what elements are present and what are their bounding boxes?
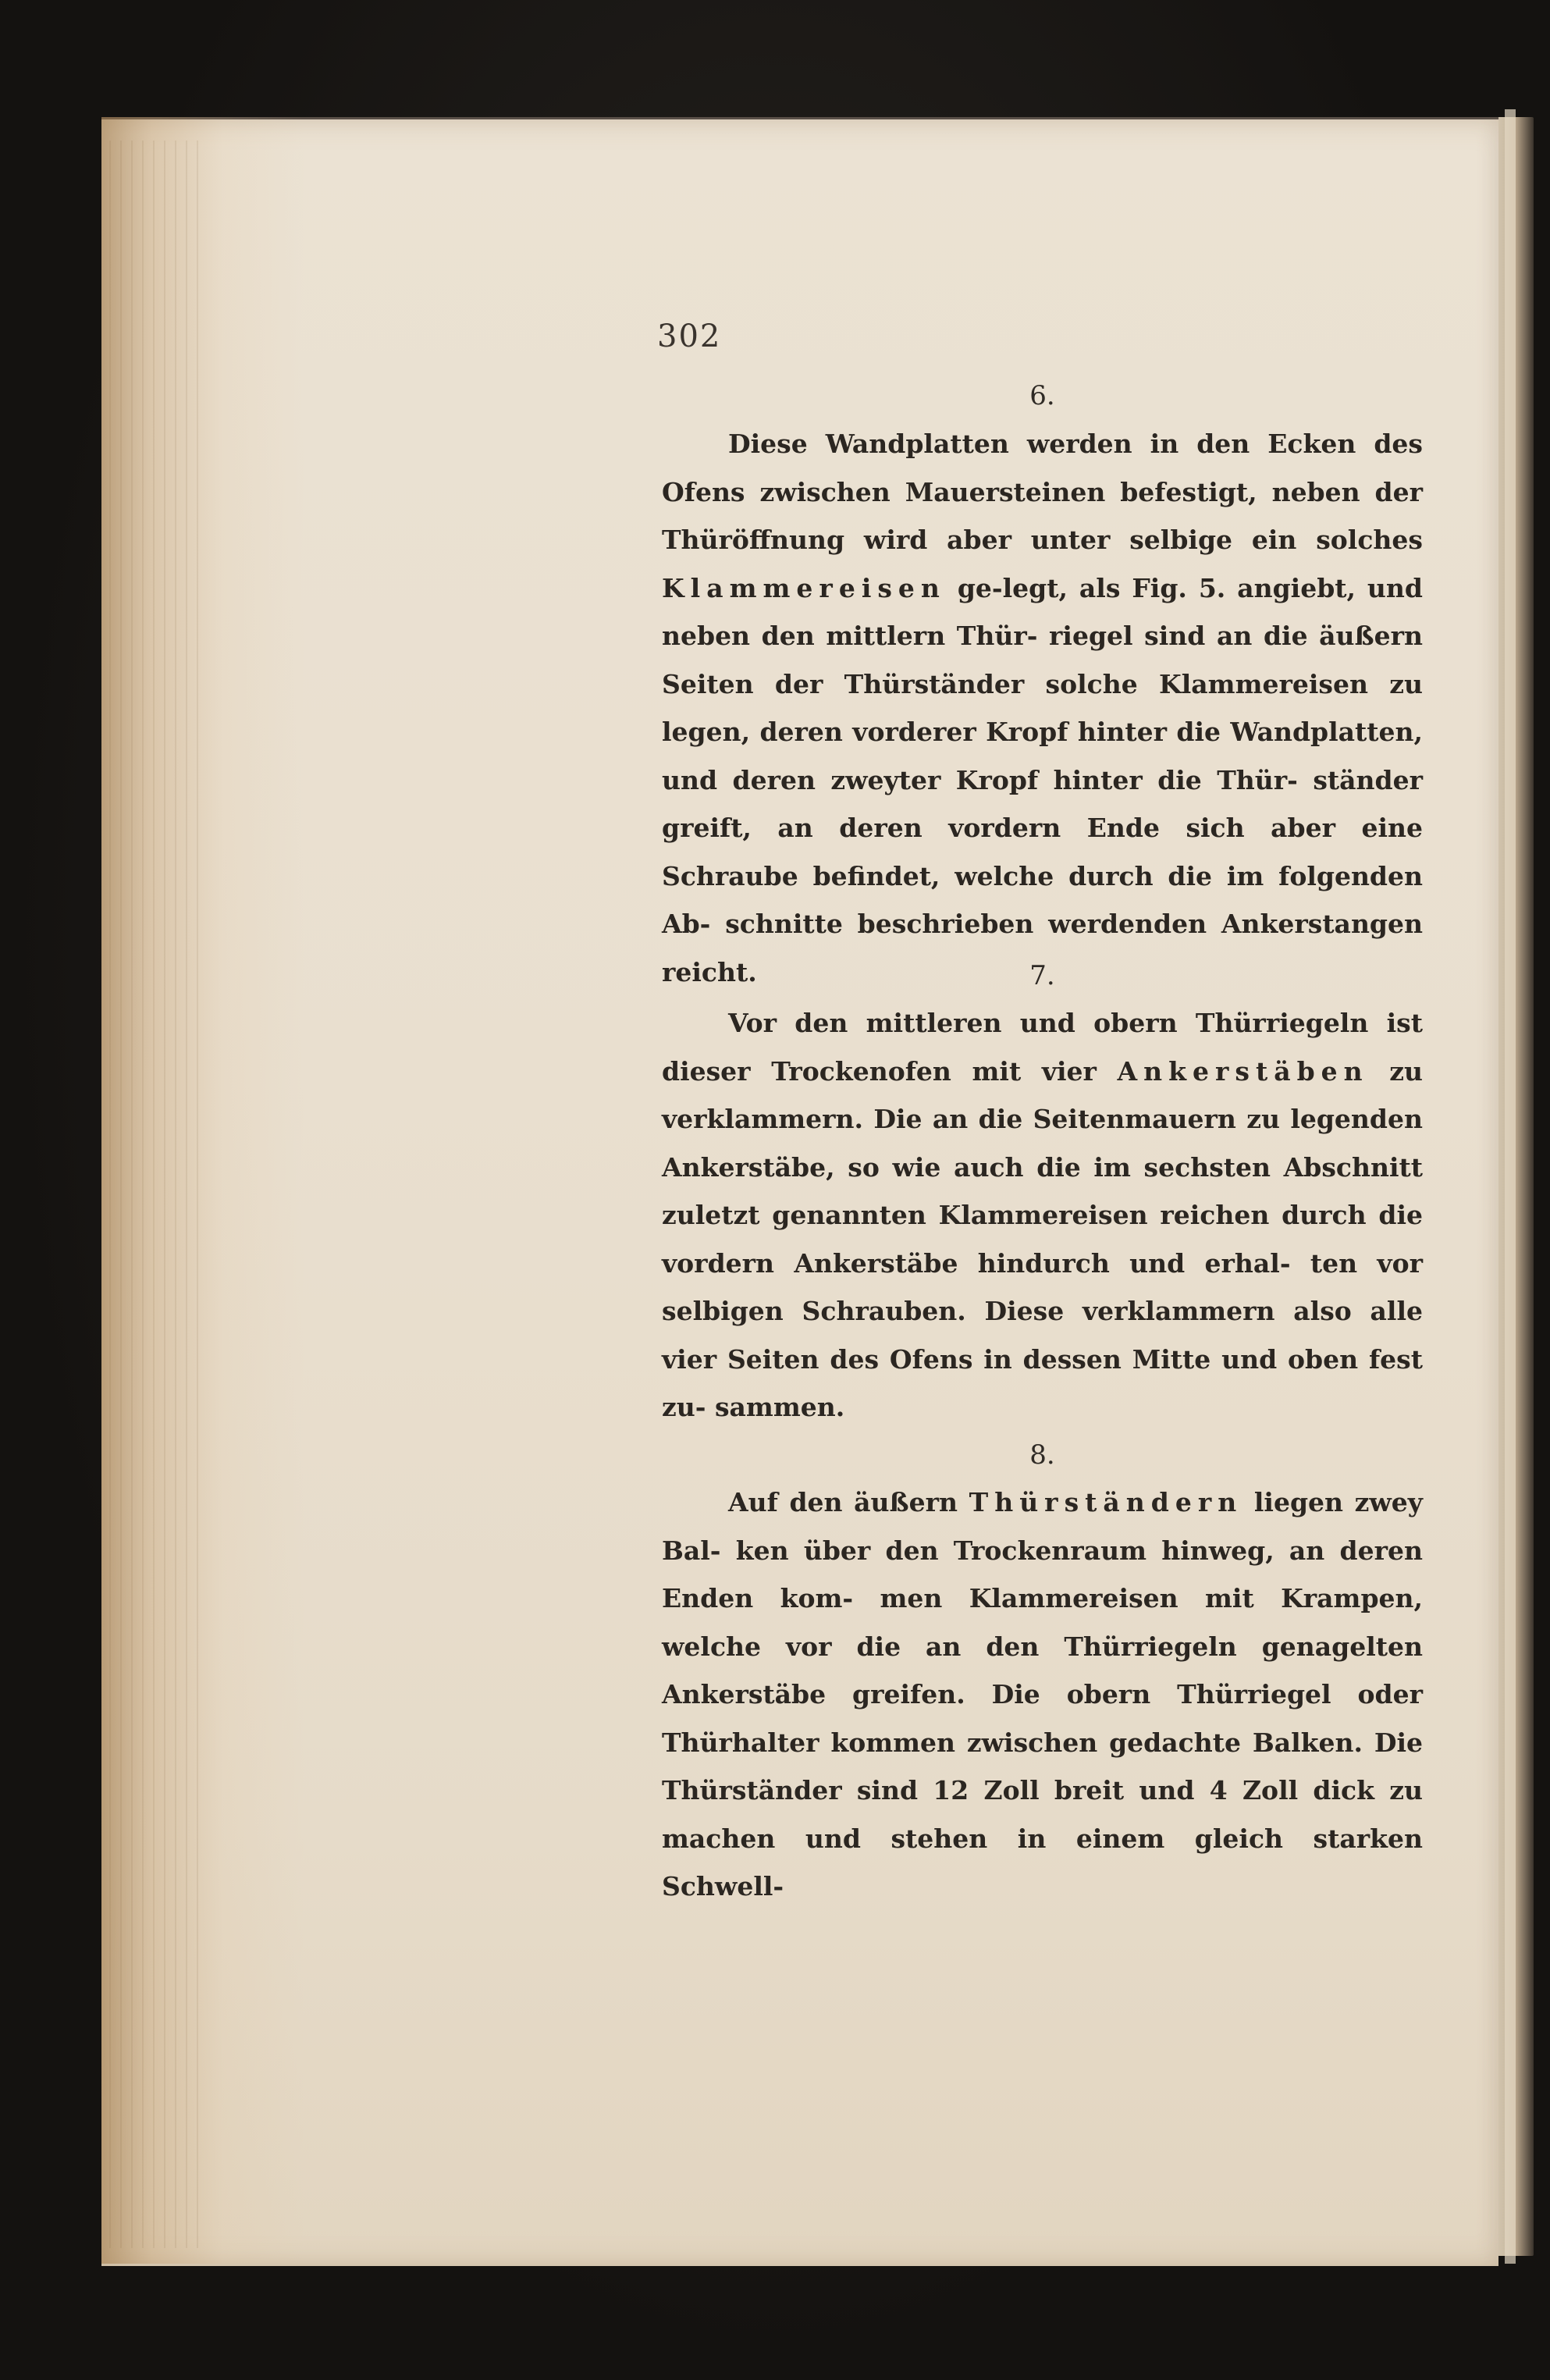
line: Trockenofen mit vier (771, 1055, 1118, 1087)
line: Vor den mittleren und obern Thürriegeln ist dieser (662, 1008, 1423, 1087)
spaced-term: Ankerstäben (1117, 1055, 1369, 1087)
line: die im sechsten Abschnitt zuletzt genannten Klammereisen (662, 1151, 1424, 1230)
line: sammen. (714, 1392, 845, 1422)
line: dick zu machen und stehen in einem gleich starken Schwell- (662, 1775, 1423, 1902)
line: Schraube befindet, welche durch die im folgenden Ab- (662, 860, 1423, 939)
section-6-paragraph (662, 420, 1423, 996)
section-number-6: 6. (1029, 380, 1055, 411)
section-number-7: 7. (1029, 960, 1055, 991)
line: schnitte beschrieben werdenden Ankerstangen reicht. (662, 909, 1423, 987)
line: Wandplatten, und deren zweyter Kropf hinter die Thür- (662, 717, 1423, 795)
line: reichen durch die vordern Ankerstäbe hindurch und erhal- (662, 1200, 1423, 1279)
line: ken über den Trockenraum hinweg, an deren Enden kom- (662, 1535, 1423, 1613)
page-number: 302 (657, 318, 722, 354)
line: zu verklammern. Die (662, 1055, 1423, 1134)
line: ständer greift, an deren vordern Ende sich aber eine (662, 764, 1423, 843)
line: vier Seiten des Ofens in dessen Mitte und oben fest zu- (662, 1343, 1423, 1422)
line: ge- (945, 572, 1003, 603)
section-7-paragraph (662, 999, 1423, 1432)
section-6-text (662, 420, 1423, 996)
page-edge-texture (109, 141, 203, 2248)
section-8-text (662, 1478, 1423, 1911)
line: men Klammereisen mit Krampen, welche vor die an den (662, 1583, 1424, 1662)
line: Thürriegel oder Thürhalter kommen zwischen gedachte (662, 1679, 1423, 1758)
spaced-term: Thürständern (969, 1487, 1243, 1517)
line: Auf den äußern (728, 1487, 969, 1517)
line: Klammereisen zu legen, deren vorderer Kropf hinter die (662, 668, 1423, 747)
section-7-text (662, 999, 1423, 1432)
line: legt, als Fig. 5. angiebt, und neben den mittlern Thür- (662, 572, 1423, 651)
line: wird aber unter selbige ein solches (863, 525, 1423, 555)
line: Thürriegeln genagelten Ankerstäbe greifen. Die obern (662, 1631, 1423, 1709)
line: an die Seitenmauern zu legenden Ankerstäbe, so wie auch (662, 1104, 1423, 1183)
line: Diese Wandplatten werden in den Ecken des Ofens (662, 429, 1423, 507)
line: zwischen Mauersteinen befestigt, neben der Thüröffnung (662, 476, 1423, 555)
section-number-8: 8. (1029, 1439, 1055, 1471)
line: ten vor selbigen Schrauben. Diese verklammern also alle (662, 1247, 1424, 1326)
line: riegel sind an die äußern Seiten der Thürständer solche (662, 621, 1423, 699)
line: liegen zwey Bal- (662, 1487, 1423, 1566)
spaced-term: Klammereisen (662, 572, 946, 603)
section-8-paragraph (662, 1478, 1423, 1911)
line: Balken. Die Thürständer sind 12 Zoll breit und 4 Zoll (662, 1727, 1423, 1805)
adjacent-page-strip (1505, 109, 1516, 2264)
